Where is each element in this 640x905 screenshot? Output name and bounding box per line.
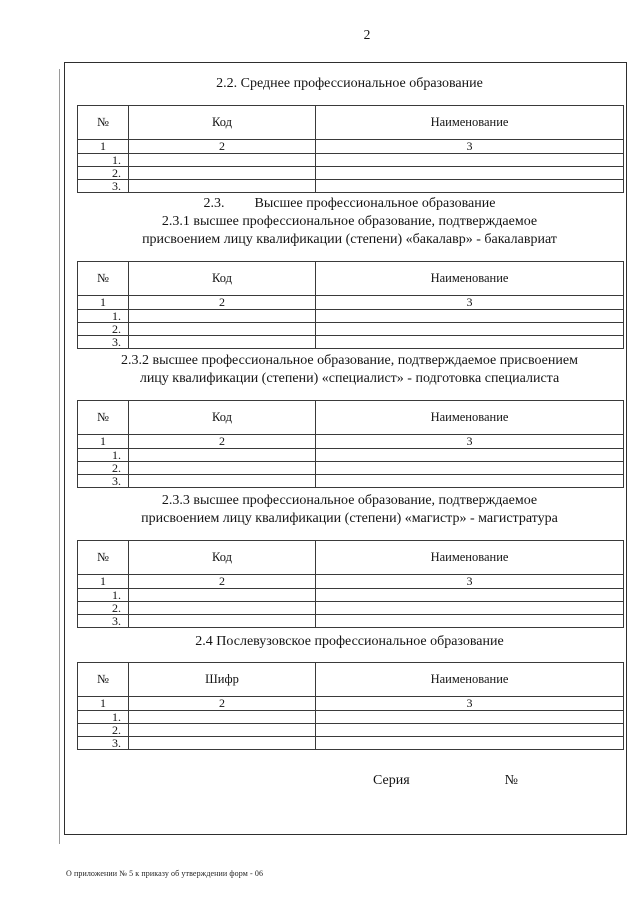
col-index: 3 — [316, 697, 624, 711]
section-title-2-4: 2.4 Послевузовское профессиональное образование — [195, 634, 504, 649]
col-header-code: Код — [129, 262, 316, 296]
table-row — [78, 737, 624, 750]
footnote: О приложении № 5 к приказу об утверждении форм - 06 — [66, 869, 264, 878]
blank-cell — [316, 724, 624, 737]
table-row — [78, 180, 624, 193]
blank-cell — [316, 462, 624, 475]
blank-cell — [129, 323, 316, 336]
col-index: 2 — [129, 296, 316, 310]
row-label: 3. — [78, 615, 129, 628]
blank-cell — [129, 615, 316, 628]
blank-cell — [316, 589, 624, 602]
table-row — [78, 154, 624, 167]
section-text: Высшее профессиональное образование — [254, 196, 496, 211]
table-row — [78, 724, 624, 737]
col-index: 1 — [78, 140, 129, 154]
table-row — [78, 310, 624, 323]
col-header-name: Наименование — [316, 262, 624, 296]
col-header-num: № — [78, 262, 129, 296]
blank-cell — [129, 180, 316, 193]
series-label: Серия — [373, 773, 410, 788]
col-index: 2 — [129, 697, 316, 711]
row-label: 1. — [78, 711, 129, 724]
row-label: 2. — [78, 602, 129, 615]
row-label: 3. — [78, 475, 129, 488]
section-title-2-3-1 — [77, 213, 622, 249]
row-label: 2. — [78, 462, 129, 475]
col-header-code: Код — [129, 106, 316, 140]
column-index-row — [78, 140, 624, 154]
table-specialist — [77, 400, 624, 488]
table-row — [78, 462, 624, 475]
col-index: 2 — [129, 575, 316, 589]
col-index: 1 — [78, 296, 129, 310]
blank-cell — [129, 336, 316, 349]
section-line: 2.3.1 высшее профессиональное образование, подтверждаемое — [161, 214, 538, 229]
table-header-row — [78, 663, 624, 697]
blank-cell — [129, 449, 316, 462]
col-header-name: Наименование — [316, 401, 624, 435]
row-label: 1. — [78, 449, 129, 462]
table-row — [78, 615, 624, 628]
table-row — [78, 589, 624, 602]
blank-cell — [316, 323, 624, 336]
col-index: 1 — [78, 435, 129, 449]
row-label: 1. — [78, 589, 129, 602]
row-label: 1. — [78, 310, 129, 323]
row-label: 2. — [78, 724, 129, 737]
blank-cell — [129, 737, 316, 750]
row-label: 3. — [78, 737, 129, 750]
row-label: 3. — [78, 336, 129, 349]
col-index: 2 — [129, 140, 316, 154]
column-index-row — [78, 296, 624, 310]
series-number-row — [77, 772, 622, 790]
number-label: № — [504, 773, 519, 788]
col-index: 2 — [129, 435, 316, 449]
table-row — [78, 336, 624, 349]
blank-cell — [316, 449, 624, 462]
col-index: 1 — [78, 697, 129, 711]
col-header-name: Наименование — [316, 663, 624, 697]
row-label: 1. — [78, 154, 129, 167]
col-index: 3 — [316, 140, 624, 154]
section-line: присвоением лицу квалификации (степени) «магистр» - магистратура — [141, 511, 558, 526]
blank-cell — [316, 711, 624, 724]
col-header-cipher: Шифр — [129, 663, 316, 697]
column-index-row — [78, 575, 624, 589]
table-secondary-professional — [77, 105, 624, 193]
blank-cell — [316, 602, 624, 615]
blank-cell — [316, 737, 624, 750]
col-header-num: № — [78, 106, 129, 140]
section-title-2-2: 2.2. Среднее профессиональное образование — [216, 76, 483, 91]
col-index: 3 — [316, 435, 624, 449]
section-line: лицу квалификации (степени) «специалист» - подготовка специалиста — [139, 371, 560, 386]
form-frame — [64, 62, 627, 835]
col-index: 3 — [316, 296, 624, 310]
column-index-row — [78, 435, 624, 449]
col-header-num: № — [78, 401, 129, 435]
section-number: 2.3. — [203, 196, 225, 211]
blank-cell — [316, 336, 624, 349]
col-index: 1 — [78, 575, 129, 589]
blank-cell — [129, 589, 316, 602]
blank-cell — [129, 462, 316, 475]
page-number: 2 — [363, 27, 371, 42]
col-header-code: Код — [129, 541, 316, 575]
col-index: 3 — [316, 575, 624, 589]
section-title-2-3-3 — [77, 492, 622, 528]
table-row — [78, 167, 624, 180]
column-index-row — [78, 697, 624, 711]
blank-cell — [129, 154, 316, 167]
table-row — [78, 711, 624, 724]
table-master — [77, 540, 624, 628]
blank-cell — [129, 310, 316, 323]
blank-cell — [129, 724, 316, 737]
table-bachelor — [77, 261, 624, 349]
table-row — [78, 602, 624, 615]
section-title-2-3 — [77, 195, 622, 213]
table-row — [78, 323, 624, 336]
section-line: присвоением лицу квалификации (степени) «бакалавр» - бакалавриат — [142, 232, 557, 247]
blank-cell — [316, 310, 624, 323]
blank-cell — [129, 167, 316, 180]
table-postgraduate — [77, 662, 624, 750]
table-row — [78, 475, 624, 488]
section-line: 2.3.3 высшее профессиональное образование, подтверждаемое — [161, 493, 538, 508]
blank-cell — [316, 154, 624, 167]
table-header-row — [78, 541, 624, 575]
col-header-num: № — [78, 663, 129, 697]
table-header-row — [78, 401, 624, 435]
blank-cell — [316, 167, 624, 180]
table-header-row — [78, 262, 624, 296]
section-line: 2.3.2 высшее профессиональное образование, подтверждаемое присвоением — [121, 353, 578, 368]
row-label: 3. — [78, 180, 129, 193]
table-row — [78, 449, 624, 462]
blank-cell — [316, 180, 624, 193]
blank-cell — [129, 602, 316, 615]
blank-cell — [316, 615, 624, 628]
col-header-code: Код — [129, 401, 316, 435]
blank-cell — [129, 711, 316, 724]
col-header-num: № — [78, 541, 129, 575]
section-title-2-3-2 — [77, 352, 622, 388]
col-header-name: Наименование — [316, 541, 624, 575]
row-label: 2. — [78, 167, 129, 180]
blank-cell — [129, 475, 316, 488]
row-label: 2. — [78, 323, 129, 336]
blank-cell — [316, 475, 624, 488]
col-header-name: Наименование — [316, 106, 624, 140]
table-header-row — [78, 106, 624, 140]
